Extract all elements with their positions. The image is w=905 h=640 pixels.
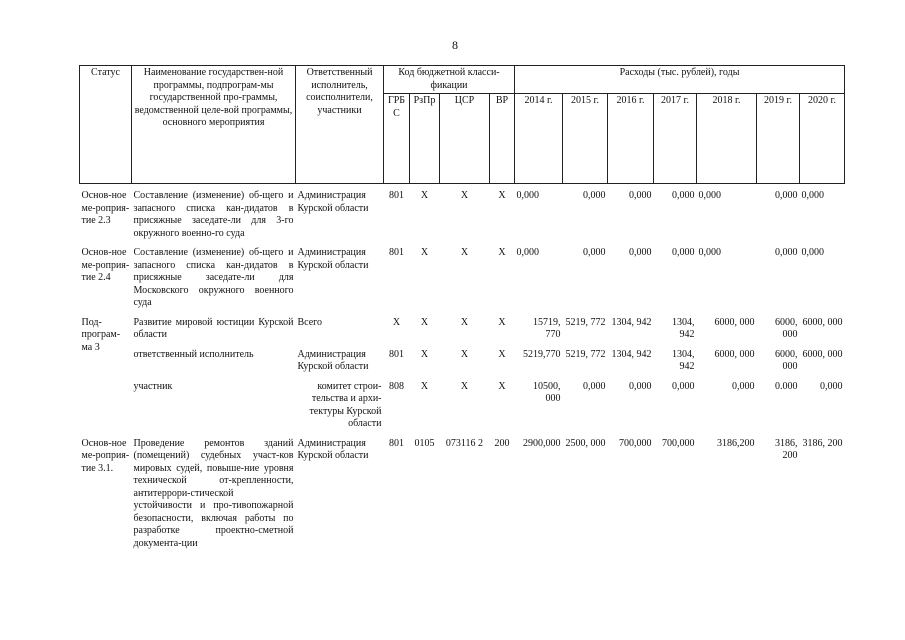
- table-row: [80, 343, 845, 375]
- row-value-2015: 0,000: [583, 190, 606, 201]
- row-rzpr: Х: [420, 380, 429, 392]
- table-row: [80, 311, 845, 343]
- row-value-2019: 6000, 000: [775, 316, 798, 340]
- row-executor: Администрация Курской области: [297, 437, 369, 461]
- row-value-2017: 0,000: [672, 190, 695, 201]
- row-vr: Х: [498, 380, 506, 392]
- row-rzpr: 0105: [414, 437, 435, 449]
- row-program-name: ответственный исполнитель: [133, 348, 254, 360]
- header-expenses: Расходы (тыс. рублей), годы: [515, 66, 845, 94]
- table-row: [80, 241, 845, 311]
- row-vr: Х: [498, 316, 506, 328]
- row-value-2018: 6000, 000: [714, 316, 755, 328]
- row-value-2016: 0,000: [629, 380, 652, 392]
- row-executor: Администрация Курской области: [297, 348, 369, 372]
- row-value-2019: 6000, 000: [775, 348, 798, 372]
- row-executor: Администрация Курской области: [297, 190, 369, 214]
- row-grbs: 801: [389, 348, 404, 360]
- row-value-2015: 0,000: [583, 380, 606, 392]
- row-value-2015: 5219, 772: [565, 348, 606, 360]
- row-executor: комитет строи-тельства и архи-тектуры Курской области: [309, 380, 382, 429]
- row-value-2014: 15719, 770: [533, 316, 561, 340]
- row-value-2015: 0,000: [583, 247, 606, 258]
- row-status: Основ-ное ме-роприя-тие 2.3: [81, 190, 130, 226]
- row-value-2020: 0,000: [801, 190, 824, 201]
- header-year: 2015 г.: [563, 94, 608, 184]
- table-row: [80, 375, 845, 432]
- row-value-2020: 6000, 000: [802, 348, 843, 360]
- row-value-2018: 3186,200: [717, 437, 755, 449]
- row-program-name: Составление (изменение) об-щего и запасного списка кан-дидатов в присяжные заседате-ли для 3-го окружного военно-го суда: [133, 190, 294, 239]
- row-csr: Х: [460, 380, 469, 392]
- header-status: Статус: [80, 66, 132, 184]
- row-rzpr: Х: [420, 247, 429, 258]
- row-value-2016: 0,000: [629, 190, 652, 201]
- row-value-2018: 0,000: [698, 247, 721, 258]
- row-vr: Х: [498, 247, 506, 258]
- row-value-2020: 6000, 000: [802, 316, 843, 328]
- header-budget-code: Код бюджетной класси-фикации: [384, 66, 515, 94]
- row-status: Основ-ное ме-роприя-тие 3.1.: [81, 437, 130, 474]
- row-program-name: Развитие мировой юстиции Курской области: [133, 316, 294, 340]
- header-csr: ЦСР: [440, 94, 490, 184]
- row-value-2015: 5219, 772: [565, 316, 606, 328]
- row-value-2016: 1304, 942: [611, 348, 652, 360]
- header-rzpr: РзПр: [410, 94, 440, 184]
- row-grbs: 801: [389, 247, 404, 258]
- row-rzpr: Х: [420, 348, 429, 360]
- row-status: Под-програм-ма 3: [81, 316, 121, 353]
- row-csr: Х: [460, 190, 469, 201]
- header-grbs: ГРБ С: [384, 94, 410, 184]
- row-csr: Х: [460, 316, 469, 328]
- row-value-2017: 0,000: [672, 247, 695, 258]
- row-value-2017: 1304, 942: [672, 316, 695, 340]
- row-grbs: 801: [389, 437, 404, 449]
- row-vr: Х: [498, 348, 506, 360]
- row-value-2014: 0,000: [516, 190, 539, 201]
- row-value-2018: 0,000: [732, 380, 755, 392]
- row-executor: Всего: [297, 316, 323, 328]
- row-program-name: Проведение ремонтов зданий (помещений) судебных участ-ков мировых судей, повыше-ние уровня технической от-крепленности, антитеррори-стической устойчивости и про-тивопожарной безопасности, включая работы по разработке проектно-сметной документа-ции: [133, 437, 294, 549]
- table-row: [80, 184, 845, 242]
- row-value-2014: 10500, 000: [533, 380, 561, 404]
- budget-expenses-table: [79, 65, 845, 551]
- row-rzpr: Х: [420, 316, 429, 328]
- header-year: 2014 г.: [515, 94, 563, 184]
- row-vr: 200: [494, 437, 510, 449]
- row-value-2019: 0.000: [775, 380, 798, 392]
- row-value-2016: 0,000: [629, 247, 652, 258]
- row-vr: Х: [498, 190, 506, 201]
- row-value-2014: 2900,000: [523, 437, 561, 449]
- row-value-2016: 1304, 942: [611, 316, 652, 328]
- row-program-name: участник: [133, 380, 173, 392]
- row-value-2020: 0,000: [820, 380, 843, 392]
- row-executor: Администрация Курской области: [297, 247, 369, 271]
- row-csr: Х: [460, 348, 469, 360]
- row-value-2020: 0,000: [801, 247, 824, 258]
- header-executor: Ответственный исполнитель, соисполнители, участники: [296, 66, 384, 184]
- header-program-name: Наименование государствен-ной программы, подпрограм-мы государственной про-граммы, ведомственной целе-вой программы, основного мероприятия: [132, 66, 296, 184]
- row-csr: 073116 2: [445, 437, 484, 449]
- row-value-2016: 700,000: [619, 437, 652, 449]
- row-grbs: Х: [392, 316, 401, 328]
- page-number: 8: [452, 38, 458, 52]
- row-value-2019: 0,000: [775, 247, 798, 258]
- row-value-2017: 1304, 942: [672, 348, 695, 372]
- row-csr: Х: [460, 247, 469, 258]
- row-rzpr: Х: [420, 190, 429, 201]
- row-value-2017: 700,000: [662, 437, 695, 449]
- header-year: 2020 г.: [800, 94, 845, 184]
- row-value-2020: 3186, 200: [802, 437, 843, 449]
- header-year: 2016 г.: [608, 94, 654, 184]
- row-value-2015: 2500, 000: [565, 437, 606, 449]
- row-grbs: 808: [389, 380, 404, 392]
- row-status: Основ-ное ме-роприя-тие 2.4: [81, 247, 130, 283]
- header-year: 2018 г.: [697, 94, 757, 184]
- row-value-2019: 0,000: [775, 190, 798, 201]
- row-value-2018: 6000, 000: [714, 348, 755, 360]
- row-value-2018: 0,000: [698, 190, 721, 201]
- row-value-2019: 3186, 200: [775, 437, 798, 461]
- row-grbs: 801: [389, 190, 404, 201]
- row-program-name: Составление (изменение) об-щего и запасного списка кан-дидатов в присяжные заседате-ли для Московского окружного военного суда: [133, 247, 294, 308]
- table-row: [80, 432, 845, 552]
- row-value-2014: 0,000: [516, 247, 539, 258]
- header-year: 2019 г.: [757, 94, 800, 184]
- header-year: 2017 г.: [654, 94, 697, 184]
- row-value-2017: 0,000: [672, 380, 695, 392]
- header-vr: ВР: [490, 94, 515, 184]
- row-value-2014: 5219,770: [523, 348, 561, 360]
